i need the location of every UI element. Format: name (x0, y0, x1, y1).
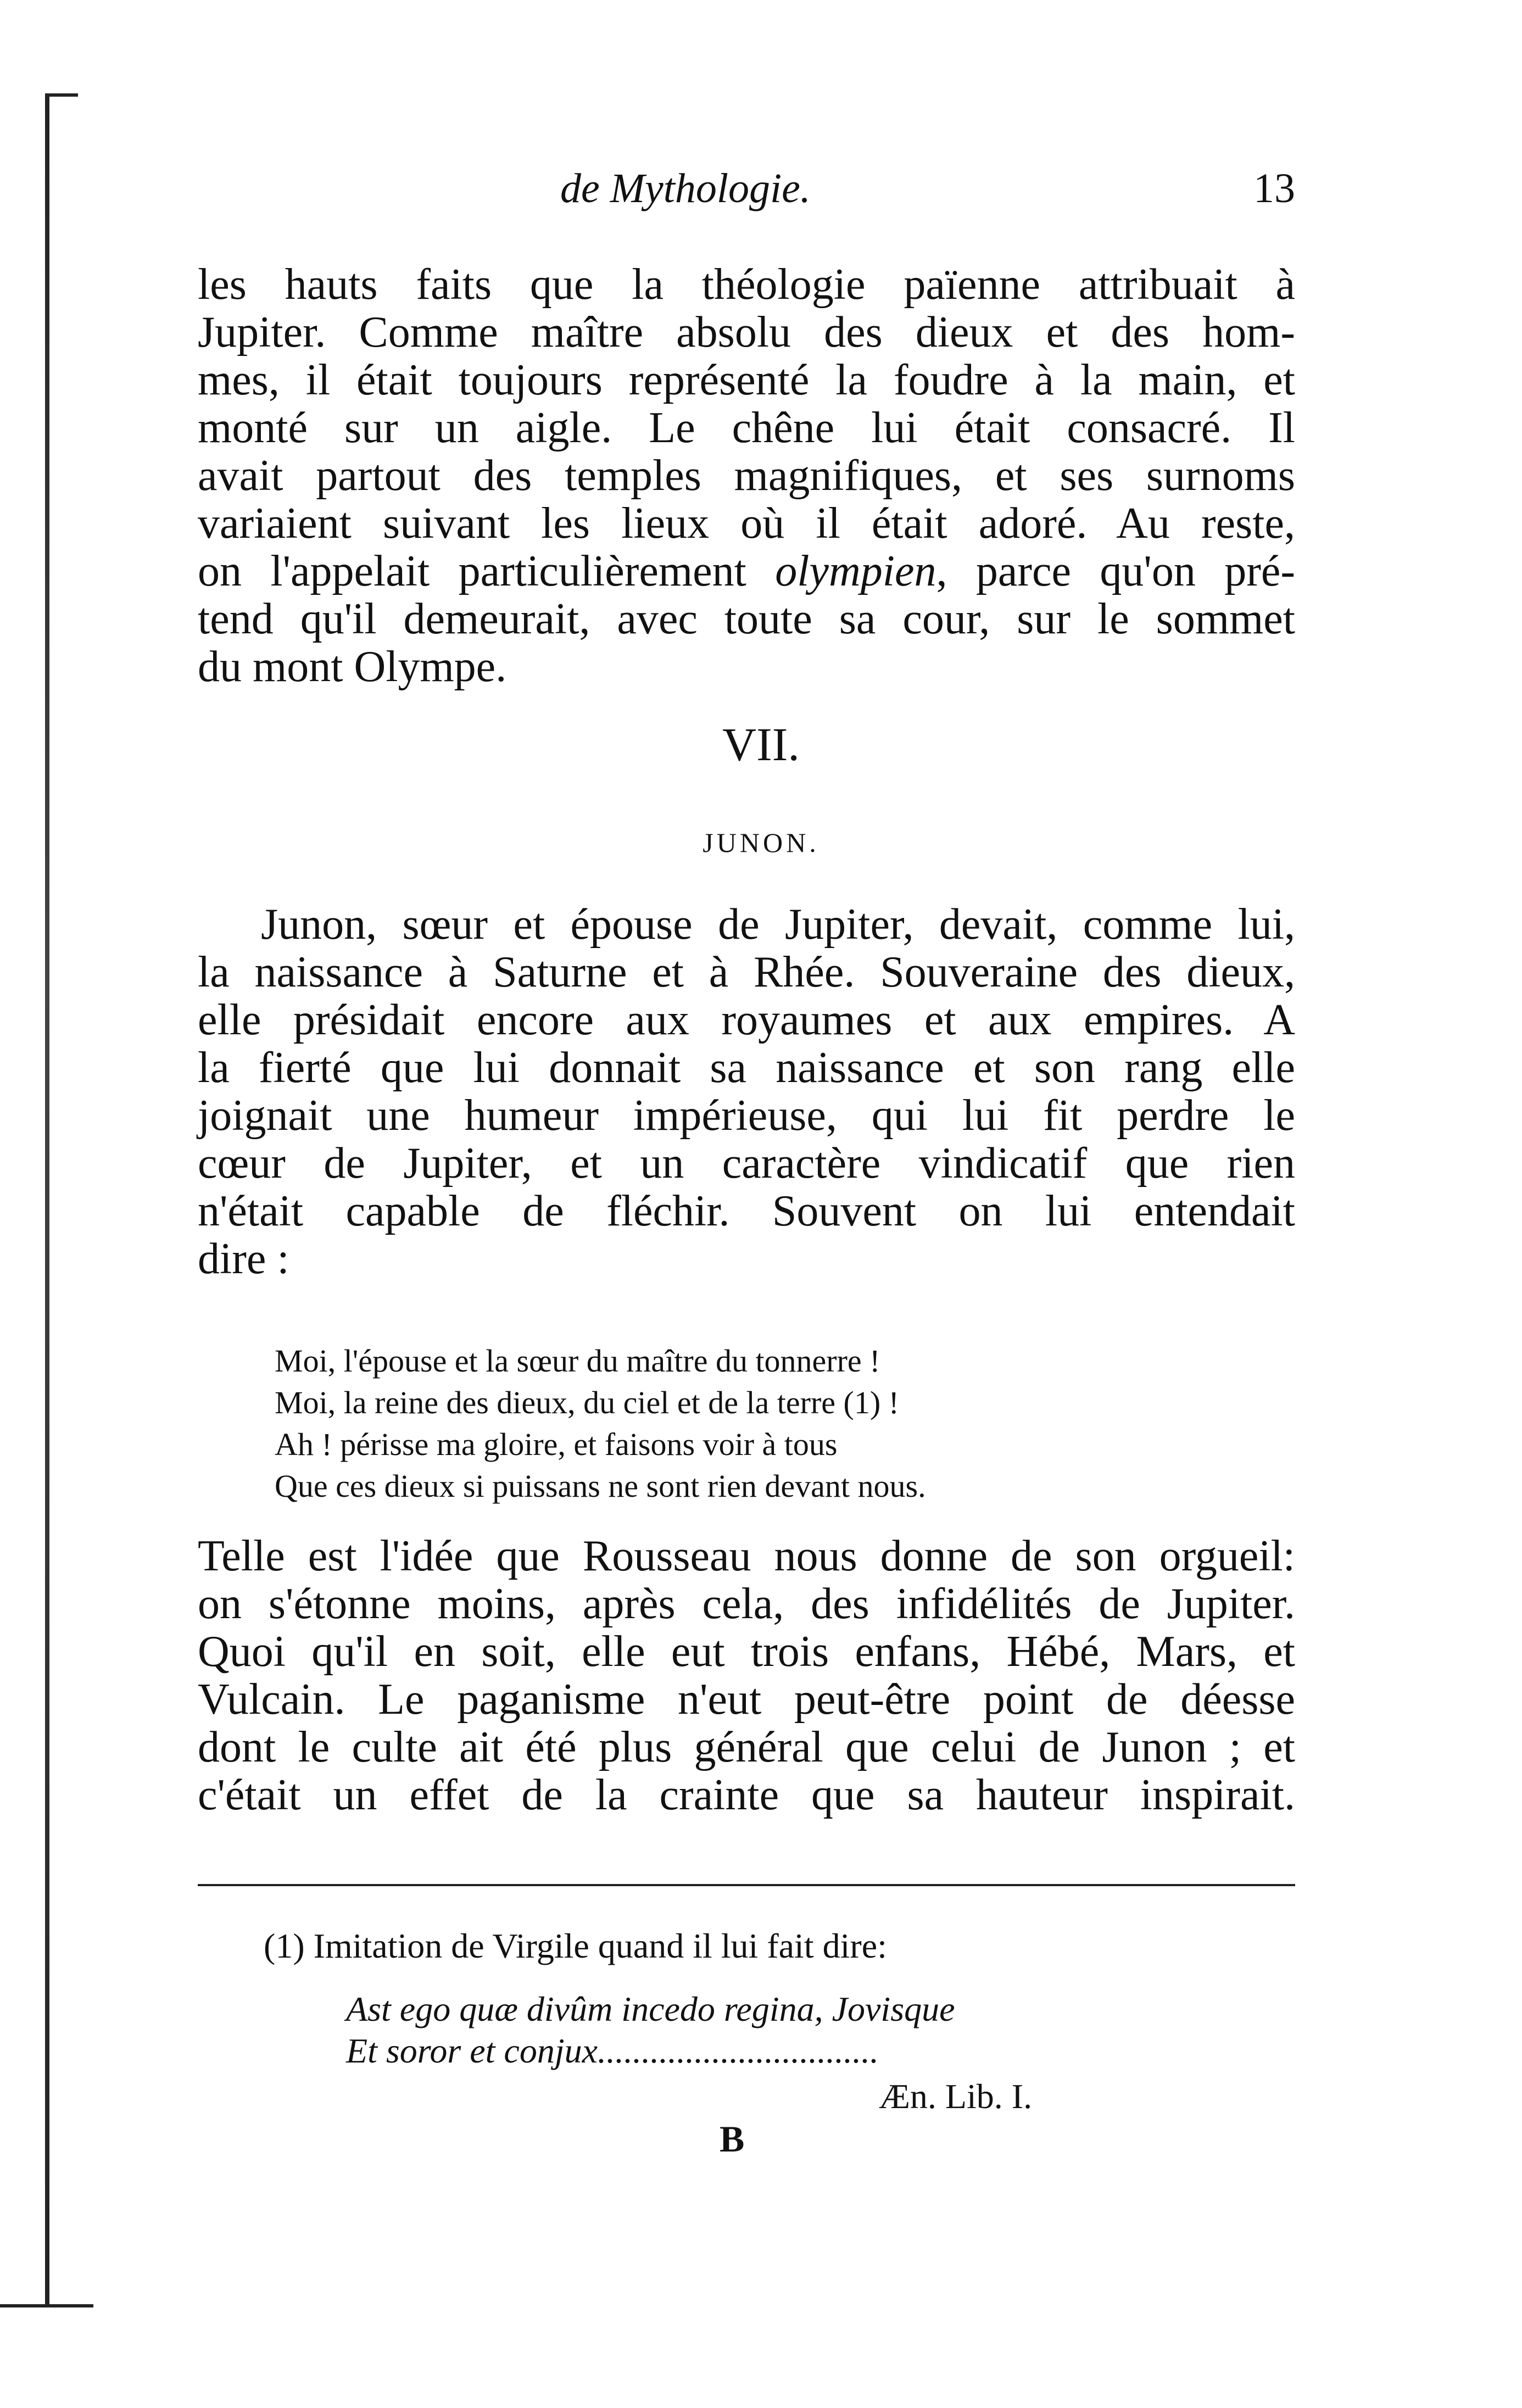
page-number: 13 (1253, 165, 1295, 211)
text-line: dont le culte ait été plus général que celui de Junon ; et (198, 1723, 1295, 1771)
binding-edge-top (45, 93, 78, 97)
text-line: variaient suivant les lieux où il était adoré. Au reste, (198, 499, 1295, 548)
text-line: Quoi qu'il en soit, elle eut trois enfans, Hébé, Mars, et (198, 1627, 1295, 1676)
text-line: monté sur un aigle. Le chêne lui était consacré. Il (198, 404, 1295, 452)
latin-line: Et soror et conjux................................ (346, 2031, 879, 2070)
text-line: cœur de Jupiter, et un caractère vindicatif que rien (198, 1139, 1295, 1188)
binding-edge-bottom (0, 2304, 93, 2307)
text-line: Telle est l'idée que Rousseau nous donne de son orgueil: (198, 1532, 1295, 1580)
latin-line: Ast ego quæ divûm incedo regina, Jovisque (346, 1989, 955, 2028)
text-line: on l'appelait particulièrement olympien, parce qu'on pré- (198, 547, 1295, 595)
text-line: dire : (198, 1235, 289, 1283)
text-line: les hauts faits que la théologie païenne attribuait à (198, 260, 1295, 309)
text-line: mes, il était toujours représenté la foudre à la main, et (198, 356, 1295, 404)
binding-edge (45, 93, 49, 2307)
text-line: tend qu'il demeurait, avec toute sa cour, sur le sommet (198, 595, 1295, 643)
text-line: on s'étonne moins, après cela, des infidélités de Jupiter. (198, 1580, 1295, 1628)
verse-line: Moi, l'épouse et la sœur du maître du tonnerre ! (275, 1343, 880, 1379)
emphasis-olympien: olympien (775, 547, 936, 595)
text-line: du mont Olympe. (198, 643, 507, 691)
paragraph-jupiter (198, 261, 1295, 691)
paragraph-rousseau (198, 1532, 1295, 1819)
text-line: la naissance à Saturne et à Rhée. Souveraine des dieux, (198, 948, 1295, 996)
paragraph-junon (198, 901, 1295, 1283)
verse-line: Ah ! périsse ma gloire, et faisons voir à tous (275, 1426, 838, 1462)
footnote (264, 1925, 1088, 1967)
chapter-title: JUNON. (703, 827, 819, 858)
footnote-source: Æn. Lib. I. (879, 2077, 1033, 2116)
verse-quote (275, 1340, 926, 1507)
running-head (198, 165, 1295, 225)
text-line: Junon, sœur et épouse de Jupiter, devait, comme lui, (261, 900, 1295, 949)
text-line: n'était capable de fléchir. Souvent on lui entendait (198, 1187, 1295, 1235)
text-line: la fierté que lui donnait sa naissance et son rang elle (198, 1044, 1295, 1092)
footnote-rule (198, 1884, 1295, 1886)
text-line: Jupiter. Comme maître absolu des dieux et des hom- (198, 308, 1295, 356)
verse-line: Que ces dieux si puissans ne sont rien devant nous. (275, 1468, 926, 1504)
text-line: Vulcain. Le paganisme n'eut peut-être point de déesse (198, 1675, 1295, 1724)
text-line: elle présidait encore aux royaumes et aux empires. A (198, 996, 1295, 1044)
footnote-latin-quote (346, 1988, 955, 2072)
verse-line: Moi, la reine des dieux, du ciel et de la terre (1) ! (275, 1385, 899, 1420)
chapter-number: VII. (722, 718, 800, 771)
text-line: joignait une humeur impérieuse, qui lui fit perdre le (198, 1091, 1295, 1140)
running-head-title: de Mythologie. (560, 165, 811, 211)
text-line: c'était un effet de la crainte que sa hauteur inspirait. (198, 1771, 1295, 1819)
signature-mark: B (720, 2118, 745, 2160)
footnote-intro: (1) Imitation de Virgile quand il lui fait dire: (264, 1926, 887, 1965)
text-line: avait partout des temples magnifiques, et ses surnoms (198, 452, 1295, 500)
